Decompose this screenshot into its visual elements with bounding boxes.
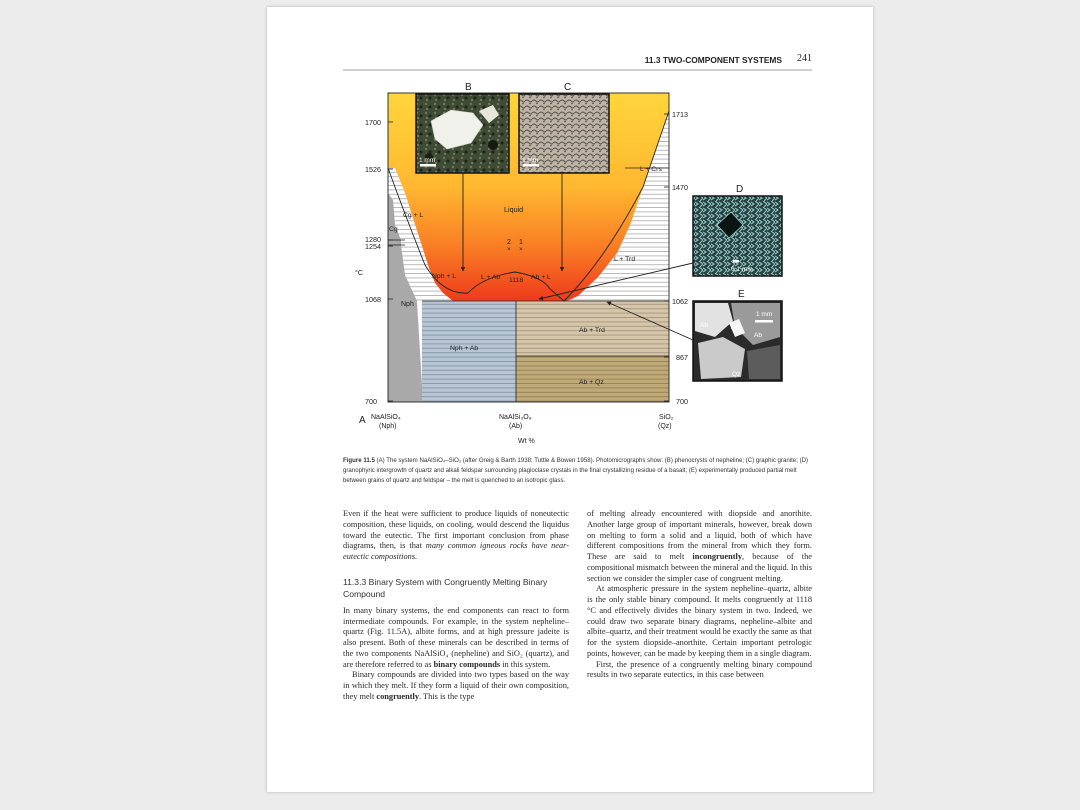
temp-1118: 1118 (509, 277, 524, 284)
y-tick-1700: 1700 (365, 118, 381, 127)
y-tick-1526: 1526 (365, 165, 381, 174)
field-nph-ab: Nph + Ab (450, 345, 479, 352)
panel-letter-e: E (738, 289, 745, 300)
emphasis-text: many common igneous rocks have near-eutectic compositions. (343, 541, 569, 561)
bold-term: binary compounds (433, 659, 501, 669)
field-l-ab: L + Ab (481, 274, 501, 281)
y-tick-1280: 1280 (365, 235, 381, 244)
text-column-left (343, 509, 569, 703)
field-ab-l: Ab + L (531, 274, 551, 281)
label-e-ab-1: Ab (700, 322, 708, 329)
field-cg-l: Cg + L (403, 212, 424, 219)
paragraph-text: In many binary systems, the end components can react to form intermediate compounds. For example, in the system nepheline–quartz (Fig. 11.5A), albite forms, and at high pressure jadeite is also present. Both of these minerals can be described in terms of the two components NaAlSiO₄ (nepheline) and SiO₂ (quartz), and are therefore referred to as (343, 605, 569, 669)
figure-caption (343, 456, 813, 487)
y-axis-unit: °C (355, 268, 364, 277)
field-ab-trd: Ab + Trd (579, 327, 605, 334)
x-axis-title: Wt % (518, 438, 535, 445)
section-heading-11-3-3: 11.3.3 Binary System with Congruently Melting Binary Compound (343, 576, 548, 599)
label-e-ab-3: Ab (754, 332, 762, 339)
x-label-qz: (Qz) (658, 423, 672, 430)
x-label-ab-formula: NaAlSi₃O₈ (499, 414, 532, 421)
field-l-crs: L + Crs (640, 166, 662, 173)
right-tick-1470: 1470 (672, 183, 688, 192)
paragraph-text: . This is the type (419, 691, 475, 701)
right-tick-1713: 1713 (672, 110, 688, 119)
point-1-marker: × (519, 246, 523, 253)
field-cg: Cg (389, 226, 398, 233)
field-ab-qz: Ab + Qz (579, 379, 604, 386)
point-2-marker: × (507, 246, 511, 253)
panel-letter-c: C (564, 82, 572, 93)
header-rule (343, 69, 812, 71)
caption-text: (A) The system NaAlSiO₄–SiO₂ (after Greig & Barth 1938; Tuttle & Bowen 1958). Photomicrographs show: (B) phenocrysts of nepheline; (C) graphic granite; (D) granophyric intergrowth of quartz and alkali feldspar surrounding plagioclase crystals in the final crystallizing residue of a basalt; (E) experimentally produced partial melt between grains of quartz and feldspar – the melt is quenched to an isotropic glass. (343, 457, 809, 485)
field-l-trd: L + Trd (614, 256, 636, 263)
right-tick-867: 867 (676, 353, 688, 362)
paragraph-text: in this system. (500, 659, 551, 669)
panel-letter-d: D (736, 184, 744, 195)
bold-term: congruently (376, 691, 420, 701)
x-label-ab: (Ab) (509, 423, 523, 430)
paragraph-text: of melting already encountered with diopside and anorthite. Another large group of important minerals, however, break down on melting to form a solid and a liquid, both of which have different compositions from the mineral from which they form. These are said to melt (587, 509, 812, 561)
bold-term: incongruently (692, 552, 743, 561)
paragraph (343, 670, 569, 702)
x-label-nph-formula: NaAlSiO₄ (371, 414, 401, 421)
label-e-ab-2: Ab (731, 324, 739, 331)
paragraph (343, 606, 569, 671)
point-2: 2 (507, 239, 511, 246)
text-column-right (587, 509, 812, 681)
field-liquid: Liquid (504, 205, 524, 214)
right-tick-1062: 1062 (672, 297, 688, 306)
page-number: 241 (797, 53, 812, 64)
panel-letter-b: B (465, 82, 472, 93)
paragraph-text: Even if the heat were sufficient to produce liquids of noneutectic composition, these liquids, on cooling, would descend the liquidus toward the eutectic. The first important conclusion from phase diagrams, then, is that (343, 509, 569, 551)
paragraph (587, 509, 812, 584)
x-label-nph: (Nph) (379, 423, 397, 430)
y-tick-1068: 1068 (365, 295, 381, 304)
scale-bar-c: 1 mm (522, 157, 539, 164)
right-tick-700: 700 (676, 397, 688, 406)
paragraph (343, 509, 569, 563)
x-label-sio2: SiO₂ (659, 414, 674, 421)
running-head-section: 11.3 TWO-COMPONENT SYSTEMS (644, 55, 782, 65)
y-tick-700: 700 (365, 397, 377, 406)
paragraph-text: , because of the compositional mismatch between the mineral and the liquid. In this section we consider the simpler case of congruent melting. (587, 552, 812, 583)
caption-label: Figure 11.5 (343, 457, 375, 464)
y-tick-1254: 1254 (365, 242, 381, 251)
scale-bar-d: 0.1 mm (731, 266, 753, 273)
scale-bar-b: 1 mm (419, 157, 436, 164)
paragraph: At atmospheric pressure in the system nepheline–quartz, albite is the only stable binary compound. It melts congruently at 1118 °C and effectively divides the binary system in two. Indeed, we could draw two separate binary diagrams, nepheline–albite and albite–quartz, and their treatment would be exactly the same as that for the system diopside–anorthite. Certain important petrologic points, however, can be made by keeping them in a single diagram. (587, 584, 812, 658)
figure-11-5 (343, 75, 812, 450)
field-nph-l: Nph + L (432, 273, 456, 280)
field-nph: Nph (401, 301, 414, 308)
point-1: 1 (519, 239, 523, 246)
panel-letter-a: A (359, 415, 366, 426)
paragraph-text: Binary compounds are divided into two types based on the way in which they melt. If they form a liquid of their own composition, they melt (343, 670, 569, 701)
label-e-qz: Qz (732, 371, 741, 378)
scale-bar-e: 1 mm (756, 311, 773, 318)
running-head (343, 53, 812, 69)
paragraph: First, the presence of a congruently melting binary compound results in two separate eutectics, in this case between (587, 659, 812, 680)
